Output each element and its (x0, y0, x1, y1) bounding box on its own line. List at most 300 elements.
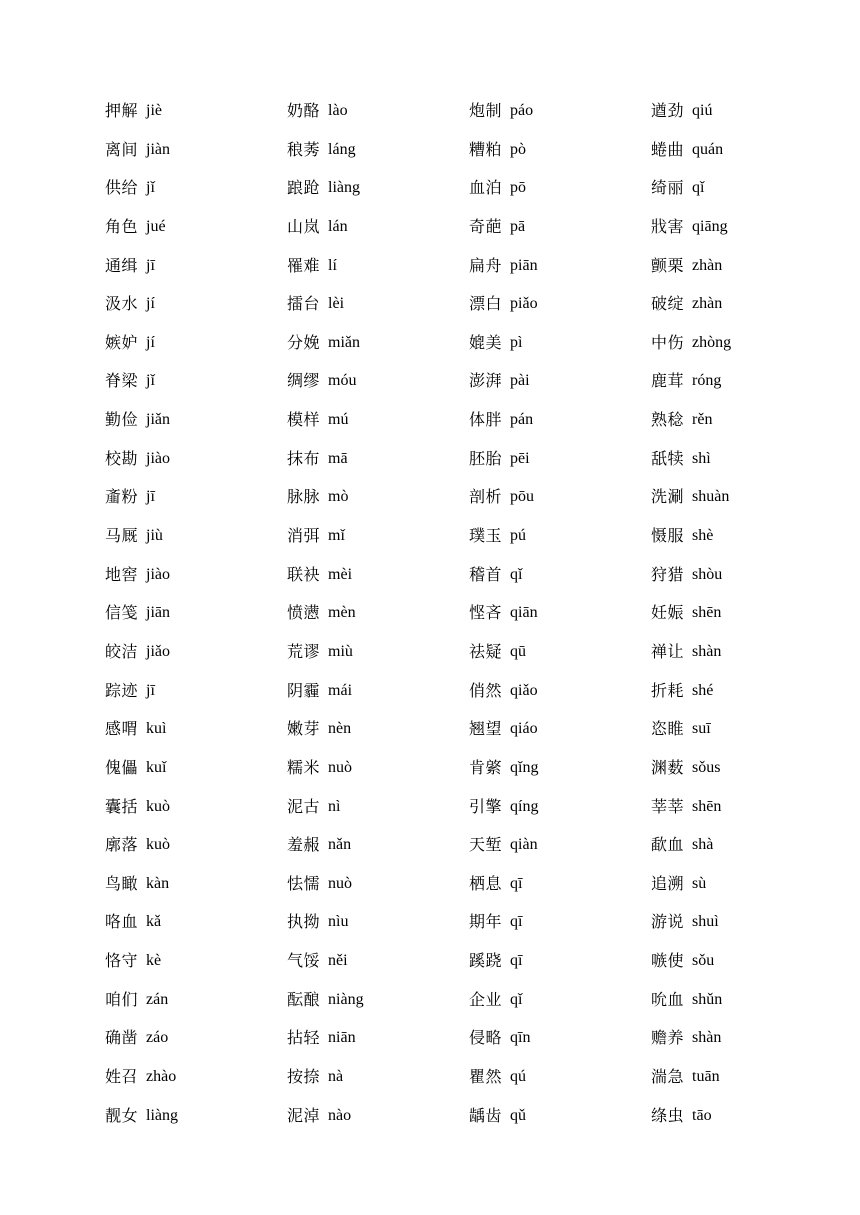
word-entry (105, 594, 287, 632)
word-text: 栖息 (469, 873, 503, 893)
pinyin-text: pò (510, 140, 527, 158)
word-entry (651, 633, 833, 671)
pinyin-text: pú (510, 527, 527, 545)
pinyin-text: kuò (146, 836, 171, 854)
pinyin-text: zhòng (692, 333, 732, 351)
pinyin-text: miù (328, 642, 353, 660)
word-text: 悭吝 (469, 603, 503, 623)
word-entry (469, 826, 651, 864)
word-text: 鸟瞰 (105, 873, 139, 893)
word-text: 马厩 (105, 526, 139, 546)
word-entry (469, 556, 651, 594)
word-text: 泥淖 (287, 1105, 321, 1125)
word-text: 荒谬 (287, 641, 321, 661)
word-entry (651, 749, 833, 787)
pinyin-text: mǐ (328, 527, 345, 545)
pinyin-text: niān (328, 1029, 356, 1047)
word-entry (651, 981, 833, 1019)
pinyin-text: nào (328, 1106, 352, 1124)
word-entry (469, 749, 651, 787)
word-text: 俏然 (469, 680, 503, 700)
pinyin-text: zhàn (692, 256, 723, 274)
pinyin-text: rěn (692, 411, 713, 429)
word-entry (105, 903, 287, 941)
word-text: 皎洁 (105, 641, 139, 661)
word-text: 地窖 (105, 564, 139, 584)
word-text: 吮血 (651, 989, 685, 1009)
word-entry (469, 903, 651, 941)
word-entry (105, 826, 287, 864)
word-entry (105, 1097, 287, 1135)
pinyin-text: shì (692, 449, 711, 467)
pinyin-text: zhàn (692, 295, 723, 313)
word-text: 糯米 (287, 757, 321, 777)
word-entry (469, 981, 651, 1019)
word-entry (469, 1058, 651, 1096)
pinyin-text: pán (510, 411, 534, 429)
word-text: 愤懑 (287, 603, 321, 623)
pinyin-text: jué (146, 217, 166, 235)
word-text: 气馁 (287, 951, 321, 971)
pinyin-text: pō (510, 179, 527, 197)
word-entry (469, 208, 651, 246)
word-entry (469, 324, 651, 362)
word-text: 瞿然 (469, 1067, 503, 1087)
word-text: 齑粉 (105, 487, 139, 507)
word-text: 嗾使 (651, 951, 685, 971)
word-text: 赡养 (651, 1028, 685, 1048)
pinyin-text: jiān (146, 604, 171, 622)
word-entry (105, 92, 287, 130)
pinyin-text: móu (328, 372, 357, 390)
word-entry (651, 826, 833, 864)
pinyin-text: shà (692, 836, 714, 854)
pinyin-text: jiào (146, 565, 171, 583)
pinyin-text: lán (328, 217, 348, 235)
word-text: 通缉 (105, 255, 139, 275)
word-text: 汲水 (105, 294, 139, 314)
word-text: 擂台 (287, 294, 321, 314)
pinyin-text: pì (510, 333, 523, 351)
pinyin-text: shàn (692, 642, 722, 660)
word-text: 炮制 (469, 101, 503, 120)
word-entry (469, 401, 651, 439)
word-text: 绸缪 (287, 371, 321, 391)
pinyin-text: qī (510, 952, 523, 970)
word-text: 绮丽 (651, 178, 685, 198)
pinyin-text: nǎn (328, 836, 352, 854)
pinyin-text: mā (328, 449, 348, 467)
pinyin-text: shè (692, 527, 714, 545)
word-entry (287, 788, 469, 826)
word-entry (651, 556, 833, 594)
pinyin-text: shēn (692, 604, 722, 622)
word-entry (651, 169, 833, 207)
word-text: 祛疑 (469, 641, 503, 661)
word-text: 破绽 (651, 294, 685, 314)
word-entry (105, 749, 287, 787)
word-entry (105, 208, 287, 246)
word-text: 璞玉 (469, 526, 503, 546)
word-text: 勤俭 (105, 410, 139, 430)
word-text: 咯血 (105, 912, 139, 932)
word-entry (287, 478, 469, 516)
word-entry (105, 478, 287, 516)
pinyin-text: tāo (692, 1106, 712, 1124)
pinyin-text: qǐ (510, 565, 523, 583)
word-entry (651, 594, 833, 632)
word-text: 侵略 (469, 1028, 503, 1048)
pinyin-text: láng (328, 140, 356, 158)
word-entry (105, 169, 287, 207)
word-text: 翘望 (469, 719, 503, 739)
word-text: 拈轻 (287, 1028, 321, 1048)
word-text: 蹊跷 (469, 951, 503, 971)
word-text: 廓落 (105, 835, 139, 855)
word-entry (287, 1019, 469, 1057)
pinyin-text: sù (692, 874, 707, 892)
word-entry (469, 440, 651, 478)
pinyin-text: lèi (328, 295, 345, 313)
pinyin-text: qǐ (692, 179, 705, 197)
word-entry (105, 865, 287, 903)
word-entry (651, 362, 833, 400)
word-entry (287, 633, 469, 671)
pinyin-text: liàng (146, 1106, 179, 1124)
pinyin-text: sǒus (692, 758, 721, 776)
pinyin-text: piān (510, 256, 538, 274)
word-entry (287, 981, 469, 1019)
word-text: 游说 (651, 912, 685, 932)
word-entry (287, 247, 469, 285)
pinyin-text: nà (328, 1068, 344, 1086)
word-text: 龋齿 (469, 1105, 503, 1125)
word-text: 扁舟 (469, 255, 503, 275)
word-text: 按捺 (287, 1067, 321, 1087)
word-text: 消弭 (287, 526, 321, 546)
word-entry (105, 285, 287, 323)
word-entry (651, 1058, 833, 1096)
word-entry (469, 710, 651, 748)
word-entry (651, 942, 833, 980)
word-text: 泥古 (287, 796, 321, 816)
pinyin-text: páo (510, 102, 534, 119)
word-text: 酝酿 (287, 989, 321, 1009)
word-entry (105, 247, 287, 285)
pinyin-text: qǐng (510, 758, 539, 776)
pinyin-text: qī (510, 874, 523, 892)
word-text: 押解 (105, 101, 139, 120)
word-text: 漂白 (469, 294, 503, 314)
pinyin-text: piǎo (510, 295, 538, 313)
word-entry (651, 903, 833, 941)
pinyin-text: liàng (328, 179, 361, 197)
word-text: 奇葩 (469, 216, 503, 236)
word-text: 恪守 (105, 951, 139, 971)
pinyin-text: tuān (692, 1068, 720, 1086)
word-entry (651, 208, 833, 246)
pinyin-text: jī (146, 256, 155, 274)
pinyin-text: kǎ (146, 913, 162, 931)
word-text: 企业 (469, 989, 503, 1009)
pinyin-text: shuàn (692, 488, 730, 506)
word-text: 感喟 (105, 719, 139, 739)
pinyin-text: qiāng (692, 217, 728, 235)
word-entry (287, 826, 469, 864)
word-text: 天堑 (469, 835, 503, 855)
word-text: 姓召 (105, 1067, 139, 1087)
word-text: 肯綮 (469, 757, 503, 777)
word-entry (651, 440, 833, 478)
word-text: 期年 (469, 912, 503, 932)
word-text: 囊括 (105, 796, 139, 816)
word-entry (105, 440, 287, 478)
word-text: 蜷曲 (651, 139, 685, 159)
word-text: 角色 (105, 216, 139, 236)
word-text: 莘莘 (651, 796, 685, 816)
pinyin-text: quán (692, 140, 724, 158)
word-entry (287, 903, 469, 941)
word-entry (287, 1058, 469, 1096)
word-entry (105, 517, 287, 555)
word-pronunciation-grid (105, 92, 833, 1135)
pinyin-text: qīn (510, 1029, 531, 1047)
word-entry (287, 517, 469, 555)
word-entry (287, 92, 469, 130)
word-entry (469, 247, 651, 285)
word-text: 离间 (105, 139, 139, 159)
word-entry (287, 672, 469, 710)
word-entry (651, 324, 833, 362)
word-entry (105, 131, 287, 169)
word-entry (287, 942, 469, 980)
word-text: 抹布 (287, 448, 321, 468)
pinyin-text: pài (510, 372, 530, 390)
word-entry (287, 1097, 469, 1135)
pinyin-text: qiān (510, 604, 538, 622)
word-text: 中伤 (651, 332, 685, 352)
word-text: 舐犊 (651, 448, 685, 468)
word-entry (651, 247, 833, 285)
word-text: 洗涮 (651, 487, 685, 507)
word-entry (105, 788, 287, 826)
word-entry (469, 169, 651, 207)
pinyin-text: jǐ (146, 179, 155, 197)
word-entry (287, 285, 469, 323)
word-entry (469, 517, 651, 555)
word-text: 血泊 (469, 178, 503, 198)
word-entry (105, 1019, 287, 1057)
pinyin-text: záo (146, 1029, 169, 1047)
word-text: 联袂 (287, 564, 321, 584)
word-text: 恣睢 (651, 719, 685, 739)
word-text: 罹难 (287, 255, 321, 275)
pinyin-text: qū (510, 642, 527, 660)
pinyin-text: shēn (692, 797, 722, 815)
word-text: 确凿 (105, 1028, 139, 1048)
pinyin-text: qǐ (510, 990, 523, 1008)
word-text: 供给 (105, 178, 139, 198)
pinyin-text: sǒu (692, 952, 715, 970)
word-text: 媲美 (469, 332, 503, 352)
word-entry (105, 672, 287, 710)
pinyin-text: qiàn (510, 836, 538, 854)
pinyin-text: shé (692, 681, 714, 699)
word-entry (469, 285, 651, 323)
word-entry (469, 942, 651, 980)
word-text: 靓女 (105, 1105, 139, 1125)
pinyin-text: jiǎn (146, 411, 171, 429)
word-text: 模样 (287, 410, 321, 430)
word-entry (651, 401, 833, 439)
word-entry (287, 169, 469, 207)
word-text: 脉脉 (287, 487, 321, 507)
pinyin-text: lí (328, 256, 337, 274)
word-entry (105, 710, 287, 748)
pinyin-text: shòu (692, 565, 723, 583)
pinyin-text: pēi (510, 449, 530, 467)
pinyin-text: jī (146, 488, 155, 506)
pinyin-text: qiǎo (510, 681, 538, 699)
word-entry (105, 1058, 287, 1096)
word-entry (651, 788, 833, 826)
word-text: 慑服 (651, 526, 685, 546)
word-entry (287, 208, 469, 246)
pinyin-text: mèi (328, 565, 353, 583)
pinyin-text: nì (328, 797, 341, 815)
word-entry (469, 478, 651, 516)
word-entry (287, 131, 469, 169)
word-text: 歃血 (651, 835, 685, 855)
word-text: 折耗 (651, 680, 685, 700)
word-entry (105, 633, 287, 671)
pinyin-text: qú (510, 1068, 527, 1086)
word-entry (651, 131, 833, 169)
pinyin-text: suī (692, 720, 711, 738)
word-text: 阴霾 (287, 680, 321, 700)
word-entry (287, 556, 469, 594)
pinyin-text: jiǎo (146, 642, 171, 660)
pinyin-text: mú (328, 411, 349, 429)
word-text: 追溯 (651, 873, 685, 893)
word-entry (105, 362, 287, 400)
word-text: 绦虫 (651, 1105, 685, 1125)
pinyin-text: kàn (146, 874, 170, 892)
pinyin-text: pā (510, 217, 526, 235)
word-text: 熟稔 (651, 410, 685, 430)
word-text: 遒劲 (651, 101, 685, 120)
word-entry (469, 865, 651, 903)
word-entry (651, 865, 833, 903)
word-text: 脊梁 (105, 371, 139, 391)
word-text: 湍急 (651, 1067, 685, 1087)
pinyin-text: jiàn (146, 140, 171, 158)
pinyin-text: jī (146, 681, 155, 699)
word-entry (651, 285, 833, 323)
pinyin-text: mò (328, 488, 349, 506)
pinyin-text: kè (146, 952, 162, 970)
word-entry (105, 981, 287, 1019)
pinyin-text: pōu (510, 488, 535, 506)
pinyin-text: jí (146, 333, 155, 351)
pinyin-text: nuò (328, 874, 353, 892)
word-text: 颤栗 (651, 255, 685, 275)
word-entry (287, 865, 469, 903)
word-text: 山岚 (287, 216, 321, 236)
word-entry (469, 1019, 651, 1057)
pinyin-text: nèn (328, 720, 352, 738)
word-entry (651, 1097, 833, 1135)
pinyin-text: jiào (146, 449, 171, 467)
word-text: 剖析 (469, 487, 503, 507)
pinyin-text: jǐ (146, 372, 155, 390)
pinyin-text: zán (146, 990, 169, 1008)
word-text: 奶酪 (287, 101, 321, 120)
word-text: 禅让 (651, 641, 685, 661)
word-text: 踪迹 (105, 680, 139, 700)
pinyin-text: shàn (692, 1029, 722, 1047)
word-text: 踉跄 (287, 178, 321, 198)
pinyin-text: mái (328, 681, 353, 699)
pinyin-text: mèn (328, 604, 356, 622)
word-text: 怯懦 (287, 873, 321, 893)
word-text: 稽首 (469, 564, 503, 584)
pinyin-text: qíng (510, 797, 539, 815)
pinyin-text: jiè (146, 102, 163, 119)
word-entry (469, 594, 651, 632)
word-entry (651, 672, 833, 710)
word-entry (651, 478, 833, 516)
word-text: 校勘 (105, 448, 139, 468)
word-text: 傀儡 (105, 757, 139, 777)
pinyin-text: nuò (328, 758, 353, 776)
word-text: 咱们 (105, 989, 139, 1009)
pinyin-text: qiú (692, 102, 713, 119)
pinyin-text: shǔn (692, 990, 723, 1008)
word-entry (469, 131, 651, 169)
word-entry (469, 633, 651, 671)
word-entry (469, 672, 651, 710)
word-text: 稂莠 (287, 139, 321, 159)
word-entry (287, 401, 469, 439)
word-text: 狩猎 (651, 564, 685, 584)
pinyin-text: qiáo (510, 720, 538, 738)
word-entry (287, 710, 469, 748)
pinyin-text: jiù (146, 527, 163, 545)
pinyin-text: róng (692, 372, 722, 390)
word-text: 引擎 (469, 796, 503, 816)
word-text: 嫩芽 (287, 719, 321, 739)
word-entry (469, 788, 651, 826)
word-entry (105, 324, 287, 362)
word-entry (105, 401, 287, 439)
pinyin-text: kuò (146, 797, 171, 815)
word-text: 执拗 (287, 912, 321, 932)
word-text: 羞赧 (287, 835, 321, 855)
pinyin-text: qǔ (510, 1106, 527, 1124)
word-text: 澎湃 (469, 371, 503, 391)
pinyin-text: kuǐ (146, 758, 167, 776)
pinyin-text: jí (146, 295, 155, 313)
word-text: 体胖 (469, 410, 503, 430)
word-entry (651, 517, 833, 555)
word-entry (469, 362, 651, 400)
pinyin-text: niàng (328, 990, 364, 1008)
word-text: 胚胎 (469, 448, 503, 468)
word-entry (469, 1097, 651, 1135)
pinyin-text: miǎn (328, 333, 361, 351)
word-entry (469, 92, 651, 130)
